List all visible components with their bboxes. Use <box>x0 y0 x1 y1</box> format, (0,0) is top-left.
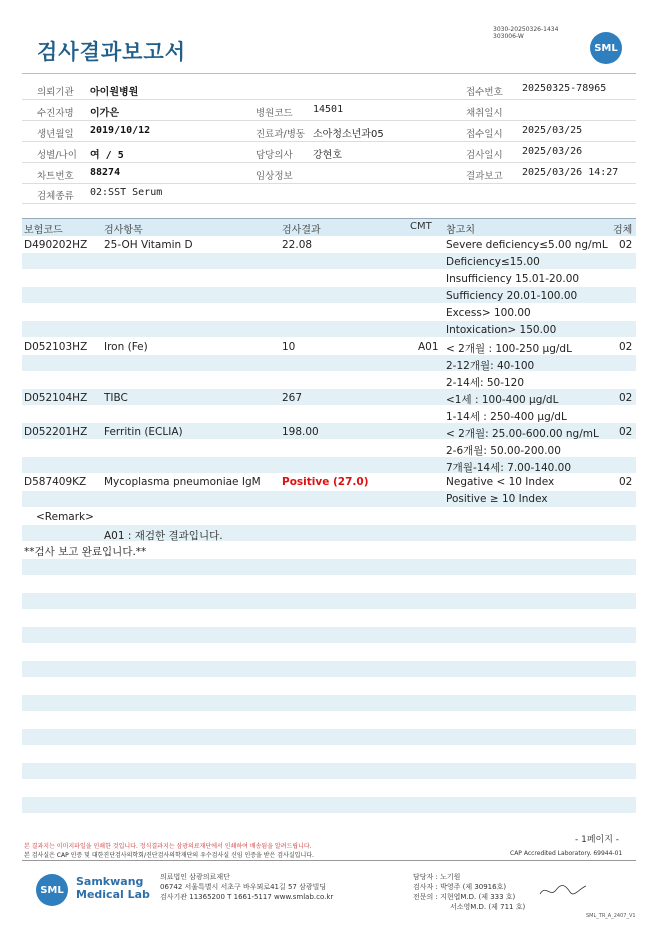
row-result: 22.08 <box>282 239 313 251</box>
document-id <box>493 26 558 40</box>
row-result: Positive (27.0) <box>282 476 369 488</box>
row-reference: Insufficiency 15.01-20.00 <box>446 273 580 285</box>
row-code: D052201HZ <box>24 426 88 438</box>
chart-no-label: 차트번호 <box>37 171 74 182</box>
signer-tester: 검사자 : 박영주 (제 30916호) <box>413 883 507 891</box>
row-item: 25-OH Vitamin D <box>104 239 193 251</box>
table-stripe <box>22 729 636 745</box>
row-reference: Deficiency≤15.00 <box>446 256 540 268</box>
col-insurance-code: 보험코드 <box>24 225 63 236</box>
row-specimen: 02 <box>619 341 633 353</box>
sml-footer-logo-icon: SML <box>36 874 68 906</box>
col-result: 검사결과 <box>282 225 321 236</box>
brand-name <box>76 875 150 901</box>
dob-value: 2019/10/12 <box>90 125 151 136</box>
report-title: 검사결과보고서 <box>37 40 187 64</box>
report-date-label: 결과보고 <box>466 171 503 182</box>
row-reference: 7개월-14세: 7.00-140.00 <box>446 462 572 474</box>
remark-label: <Remark> <box>36 511 94 523</box>
row-code: D587409KZ <box>24 476 87 488</box>
table-stripe <box>22 627 636 643</box>
col-specimen: 검체 <box>613 225 633 236</box>
signers <box>413 872 525 912</box>
signer-manager: 담당자 : 노기원 <box>413 873 461 881</box>
sex-age-value: 여 / 5 <box>90 150 124 161</box>
dept-label: 진료과/병동 <box>256 129 306 140</box>
brand-line1: Samkwang <box>76 875 144 888</box>
table-stripe <box>22 797 636 813</box>
signer-specialist1: 전문의 : 지현엽M.D. (제 333 호) <box>413 893 516 901</box>
row-reference: < 2개월: 25.00-600.00 ng/mL <box>446 428 599 440</box>
row-reference: 2-6개월: 50.00-200.00 <box>446 445 561 457</box>
row-code: D052103HZ <box>24 341 88 353</box>
row-reference: Severe deficiency≤5.00 ng/mL <box>446 239 608 251</box>
row-result: 10 <box>282 341 296 353</box>
row-reference: Excess> 100.00 <box>446 307 531 319</box>
org-value: 아이원병원 <box>90 87 139 98</box>
row-code: D490202HZ <box>24 239 88 251</box>
table-stripe <box>22 763 636 779</box>
dob-label: 생년월일 <box>37 129 74 140</box>
clinical-label: 임상정보 <box>256 171 293 182</box>
row-reference: < 2개월 : 100-250 µg/dL <box>446 343 572 355</box>
report-complete-text: **검사 보고 완료입니다.** <box>24 546 147 558</box>
row-cmt: A01 <box>418 341 439 353</box>
sex-age-label: 성별/나이 <box>37 150 77 161</box>
name-value: 이가은 <box>90 108 119 119</box>
chart-no-value: 88274 <box>90 167 121 178</box>
row-reference: Positive ≥ 10 Index <box>446 493 548 505</box>
test-date-label: 검사일시 <box>466 150 503 161</box>
row-result: 198.00 <box>282 426 319 438</box>
receipt-no-label: 접수번호 <box>466 87 503 98</box>
row-reference: Negative < 10 Index <box>446 476 555 488</box>
row-specimen: 02 <box>619 476 633 488</box>
info-divider <box>22 99 636 100</box>
row-reference: Sufficiency 20.01-100.00 <box>446 290 578 302</box>
addr-line2: 06742 서울특별시 서초구 바우뫼로41길 57 삼광빌딩 <box>160 883 327 891</box>
col-cmt: CMT <box>410 221 432 232</box>
org-label: 의뢰기관 <box>37 87 74 98</box>
info-divider <box>22 141 636 142</box>
footer-divider <box>22 860 636 861</box>
page-number: - 1페이지 - <box>575 835 620 845</box>
collect-label: 채취일시 <box>466 108 503 119</box>
dept-value: 소아청소년과05 <box>313 129 384 140</box>
row-item: Iron (Fe) <box>104 341 148 353</box>
addr-line1: 의료법인 삼광의료재단 <box>160 873 230 881</box>
document-id-line1: 3030-20250326-1434 <box>493 26 559 33</box>
row-result: 267 <box>282 392 303 404</box>
brand-line2: Medical Lab <box>76 888 150 901</box>
row-reference: 1-14세 : 250-400 µg/dL <box>446 411 567 423</box>
hospital-code-value: 14501 <box>313 104 344 115</box>
row-specimen: 02 <box>619 426 633 438</box>
specimen-value: 02:SST Serum <box>90 187 163 198</box>
row-specimen: 02 <box>619 392 633 404</box>
info-divider <box>22 120 636 121</box>
table-stripe <box>22 559 636 575</box>
signer-specialist2: 서소영M.D. (제 711 호) <box>450 903 526 911</box>
receipt-no-value: 20250325-78965 <box>522 83 607 94</box>
table-stripe <box>22 695 636 711</box>
table-stripe <box>22 253 636 269</box>
table-stripe <box>22 593 636 609</box>
info-divider <box>22 203 636 204</box>
lab-address <box>160 872 333 902</box>
header-divider <box>22 73 636 74</box>
row-reference: <1세 : 100-400 µg/dL <box>446 394 559 406</box>
row-reference: 2-14세: 50-120 <box>446 377 525 389</box>
test-date-value: 2025/03/26 <box>522 146 583 157</box>
sml-logo-icon: SML <box>590 32 622 64</box>
row-code: D052104HZ <box>24 392 88 404</box>
remark-text: A01 : 재검한 결과입니다. <box>104 530 223 542</box>
results-table-header <box>22 218 636 236</box>
row-item: Mycoplasma pneumoniae IgM <box>104 476 261 488</box>
doctor-label: 담당의사 <box>256 150 293 161</box>
addr-line3: 검사기관 11365200 T 1661-5117 www.smlab.co.kr <box>160 893 334 901</box>
hospital-code-label: 병원코드 <box>256 108 293 119</box>
table-stripe <box>22 661 636 677</box>
receipt-date-label: 접수일시 <box>466 129 503 140</box>
report-date-value: 2025/03/26 14:27 <box>522 167 619 178</box>
row-item: TIBC <box>104 392 128 404</box>
name-label: 수진자명 <box>37 108 74 119</box>
receipt-date-value: 2025/03/25 <box>522 125 583 136</box>
info-divider <box>22 183 636 184</box>
specimen-label: 검체종류 <box>37 191 74 202</box>
form-number: SML_TR_A_2407_V1 <box>586 913 636 919</box>
document-id-line2: 303006-W <box>493 33 524 40</box>
row-specimen: 02 <box>619 239 633 251</box>
table-stripe <box>22 355 636 371</box>
doctor-value: 강현호 <box>313 150 342 161</box>
row-reference: Intoxication> 150.00 <box>446 324 557 336</box>
notice-certification: 본 검사실은 CAP 인증 및 대한진단검사의학회/진단검사의학재단의 우수검사실 신임 인증을 받은 검사실입니다. <box>24 852 314 859</box>
info-divider <box>22 162 636 163</box>
signature-icon <box>538 880 588 902</box>
row-reference: 2-12개월: 40-100 <box>446 360 535 372</box>
col-reference: 참고치 <box>446 225 475 236</box>
notice-red: 본 결과지는 이미지파일을 인쇄한 것입니다. 정식결과지는 삼광의료재단에서 인쇄하여 배송됨을 알려드립니다. <box>24 843 312 850</box>
row-item: Ferritin (ECLIA) <box>104 426 183 438</box>
cap-accreditation: CAP Accredited Laboratory. 69944-01 <box>510 850 623 857</box>
col-test-item: 검사항목 <box>104 225 143 236</box>
